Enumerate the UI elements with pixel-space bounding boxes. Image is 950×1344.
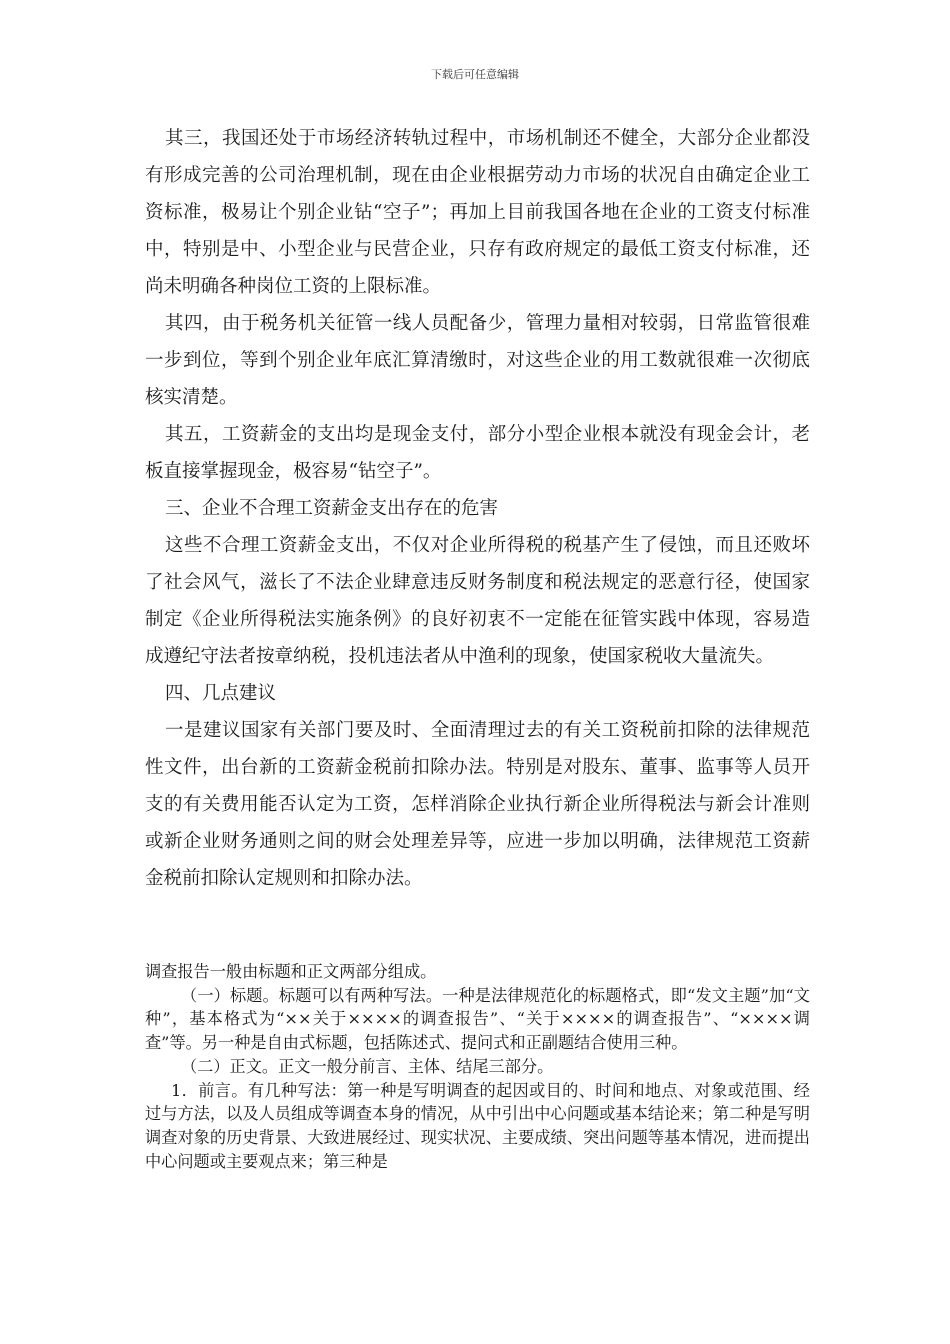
paragraph-qiwu: 其五，工资薪金的支出均是现金支付，部分小型企业根本就没有现金会计，老板直接掌握现金，极容易“钻空子”。 <box>145 424 810 482</box>
appendix-body-section: （二）正文。正文一般分前言、主体、结尾三部分。 <box>181 1056 554 1076</box>
appendix-preface: 1．前言。有几种写法：第一种是写明调查的起因或目的、时间和地点、对象或范围、经过与方法，以及人员组成等调查本身的情况，从中引出中心问题或基本结论来；第二种是写明调查对象的历史背景、大致进展经过、现实状况、主要成绩、突出问题等基本情况，进而提出中心问题或主要观点来；第三种是 <box>145 1080 810 1171</box>
appendix-body <box>145 960 810 1173</box>
paragraph-qisan: 其三，我国还处于市场经济转轨过程中，市场机制还不健全，大部分企业都没有形成完善的公司治理机制，现在由企业根据劳动力市场的状况自由确定企业工资标准，极易让个别企业钻“空子”；再加上目前我国各地在企业的工资支付标准中，特别是中、小型企业与民营企业，只存有政府规定的最低工资支付标准，还尚未明确各种岗位工资的上限标准。 <box>145 128 810 297</box>
page-header: 下载后可任意编辑 <box>431 68 519 81</box>
section-heading-harm: 三、企业不合理工资薪金支出存在的危害 <box>165 498 499 519</box>
paragraph-suggestion-one: 一是建议国家有关部门要及时、全面清理过去的有关工资税前扣除的法律规范性文件，出台新的工资薪金税前扣除办法。特别是对股东、董事、监事等人员开支的有关费用能否认定为工资，怎样消除企业执行新企业所得税法与新会计准则或新企业财务通则之间的财会处理差异等，应进一步加以明确，法律规范工资薪金税前扣除认定规则和扣除办法。 <box>145 720 810 889</box>
appendix-title-section: （一）标题。标题可以有两种写法。一种是法律规范化的标题格式，即“发文主题”加“文种”，基本格式为“××关于××××的调查报告”、“关于××××的调查报告”、“××××调查”等。另一种是自由式标题，包括陈述式、提问式和正副题结合使用三种。 <box>145 985 810 1053</box>
main-body <box>145 120 810 897</box>
section-heading-suggestions: 四、几点建议 <box>165 683 277 704</box>
paragraph-qisi: 其四，由于税务机关征管一线人员配备少，管理力量相对较弱，日常监管很难一步到位，等到个别企业年底汇算清缴时，对这些企业的用工数就很难一次彻底核实清楚。 <box>145 313 810 408</box>
paragraph-harm: 这些不合理工资薪金支出，不仅对企业所得税的税基产生了侵蚀，而且还败坏了社会风气，滋长了不法企业肆意违反财务制度和税法规定的恶意行径，使国家制定《企业所得税法实施条例》的良好初衷不一定能在征管实践中体现，容易造成遵纪守法者按章纳税，投机违法者从中渔利的现象，使国家税收大量流失。 <box>145 535 810 667</box>
appendix-intro: 调查报告一般由标题和正文两部分组成。 <box>145 962 437 981</box>
